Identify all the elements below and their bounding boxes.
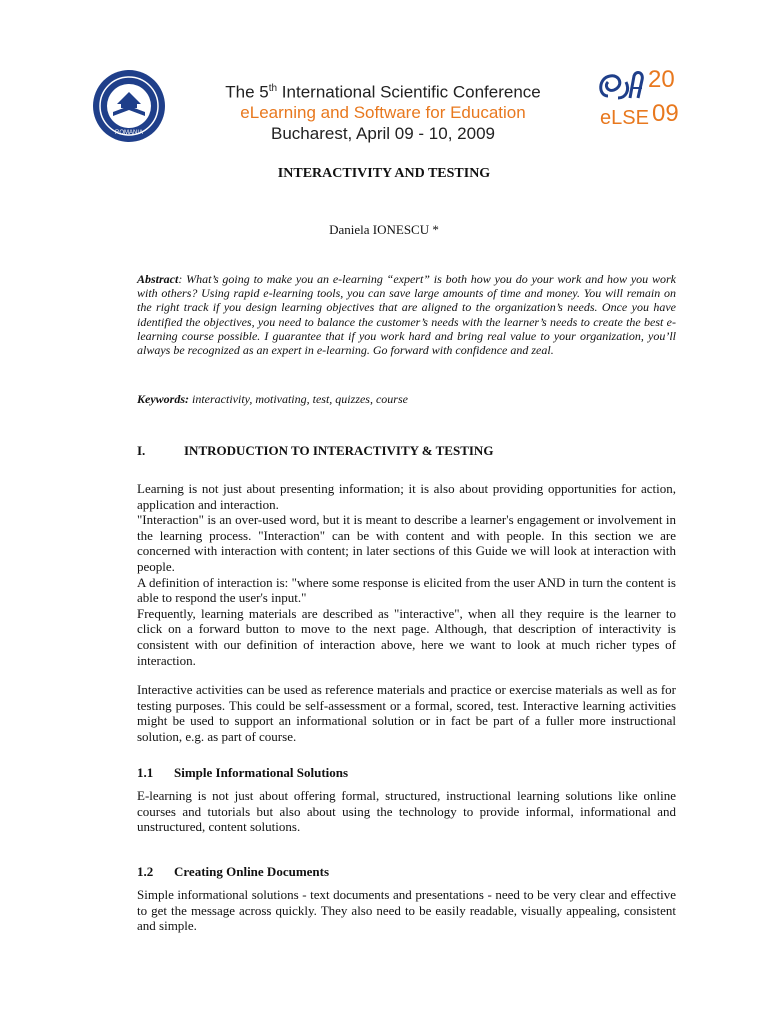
subsection-heading: [137, 765, 676, 781]
keywords-text: interactivity, motivating, test, quizzes, course: [189, 392, 408, 406]
abstract: [137, 272, 676, 357]
logo-year-bottom: 09: [652, 100, 679, 127]
subsection-title: Simple Informational Solutions: [174, 765, 349, 780]
conference-line-3: Bucharest, April 09 - 10, 2009: [271, 123, 495, 143]
abstract-label: Abstract: [137, 272, 179, 286]
keywords: [137, 392, 676, 407]
logo-year-top: 20: [648, 66, 675, 93]
conference-header: [0, 0, 768, 143]
paper-title: INTERACTIVITY AND TESTING: [277, 166, 491, 181]
conference-line-1: The 5th International Scientific Conference: [225, 82, 541, 102]
section-heading: [137, 443, 676, 459]
paragraph: E-learning is not just about offering formal, structured, instructional learning solutions like online courses and tutorials but also about using the technology to provide informal, informational and unstructured, content solutions.: [137, 788, 676, 835]
paragraph: Frequently, learning materials are described as "interactive", when all they require is the learner to click on a forward button to move to the next page. Although, that description of interactivity is consistent with our definition of interaction above, here we want to look at much richer types of interaction.: [137, 605, 676, 668]
paper-author: Daniela IONESCU *: [329, 222, 439, 237]
paragraph: "Interaction" is an over-used word, but it is meant to describe a learner's engagement or involvement in the learning process. "Interaction" can be with content and with people. In this section we are concerned with interaction with content; in later sections of this Guide we will look at interaction with people.: [137, 512, 676, 574]
university-seal-icon: [91, 68, 167, 144]
conference-line-2: eLearning and Software for Education: [240, 102, 526, 122]
intro-body: [137, 481, 676, 668]
section-title: INTRODUCTION TO INTERACTIVITY & TESTING: [184, 443, 494, 458]
paragraph: Interactive activities can be used as reference materials and practice or exercise materials as well as for testing purposes. This could be self-assessment or a formal, scored, test. Interactive learning activities might be used to support an informational solution or in fact be part of a fuller more instructional solution, e.g. as part of course.: [137, 682, 676, 744]
logo-name: eLSE: [600, 107, 649, 129]
abstract-text: : What’s going to make you an e-learning “expert” is both how you do your work and how you work with others? Using rapid e-learning tools, you can save large amounts of time and money. You will remain on the right track if you design learning objectives that are aligned to the organization’s needs. Once you have identified the objectives, you need to balance the customer’s needs with the learner’s needs to create the best e-learning course possible. I guarantee that if you work hard and bring real value to your organization, you’ll always be recognized as an expert in e-learning. Go forward with confidence and zeal.: [137, 272, 676, 358]
seal-text: ROMANIA: [114, 130, 144, 136]
subsection-number: 1.1: [137, 765, 154, 780]
subsection-1-body: [137, 788, 676, 835]
subsection-2-body: [137, 887, 676, 934]
section-number: I.: [137, 443, 146, 458]
keywords-label: Keywords:: [137, 392, 189, 406]
paragraph: Simple informational solutions - text documents and presentations - need to be very clear and effective to get the message across quickly. They also need to be easily readable, visually appealing, consistent and simple.: [137, 887, 676, 934]
conference-title-block: [178, 78, 588, 144]
subsection-number: 1.2: [137, 864, 154, 879]
paragraph: Learning is not just about presenting information; it is also about providing opportunities for action, application and interaction.: [137, 481, 676, 512]
subsection-heading: [137, 864, 676, 880]
paragraph: A definition of interaction is: "where some response is elicited from the user AND in turn the content is able to respond the user's input.": [137, 574, 676, 606]
subsection-title: Creating Online Documents: [174, 864, 330, 879]
interactive-activities-body: [137, 682, 676, 744]
